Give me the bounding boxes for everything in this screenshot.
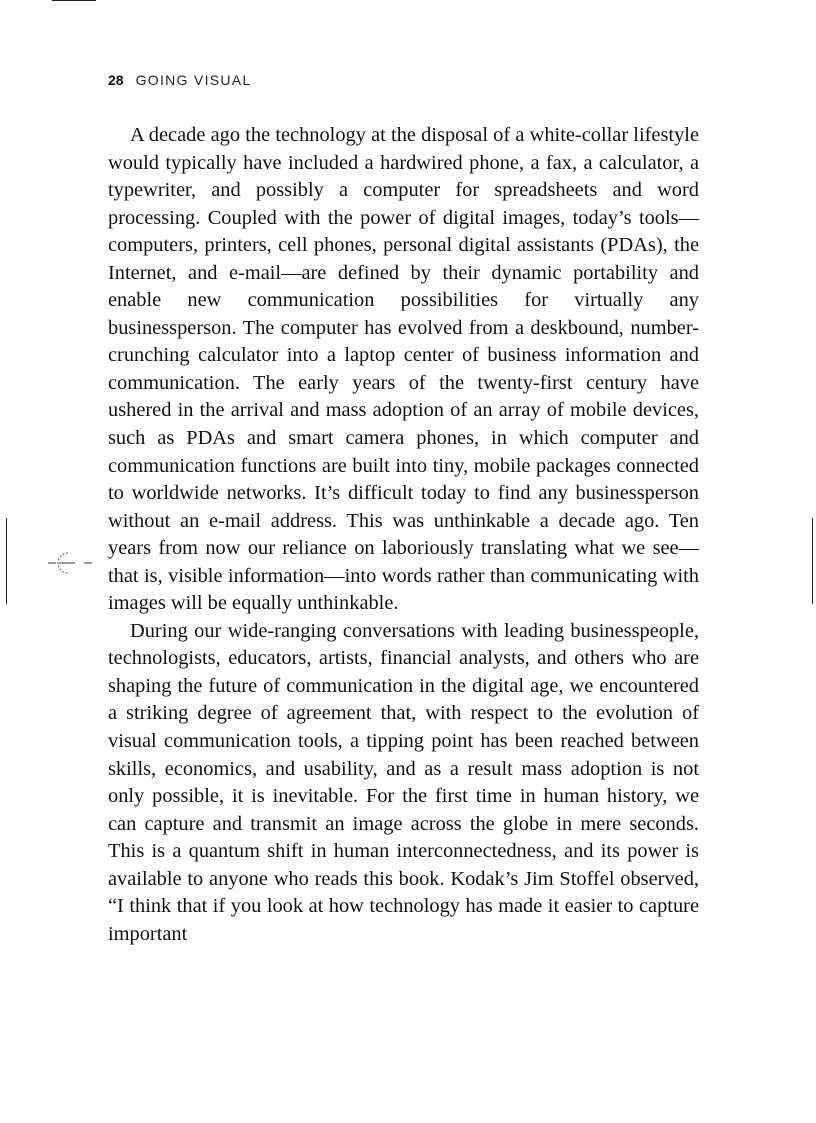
paragraph: During our wide-ranging conversations with leading businesspeople, technologists, educators, artists, financial analysts, and others who are shaping the future of communication in the digital age, we encountered a striking degree of agreement that, with respect to the evolution of visual communication tools, a tipping point has been reached between skills, economics, and usability, and as a result mass adoption is not only possible, it is inevitable. For the first time in human history, we can capture and transmit an image across the globe in mere seconds. This is a quantum shift in human interconnectedness, and its power is available to anyone who reads this book. Kodak’s Jim Stoffel observed, “I think that if you look at how technology has made it easier to capture important bbox=[108, 619, 699, 945]
page-number: 28 bbox=[108, 72, 124, 88]
running-head bbox=[108, 70, 252, 90]
paragraph: A decade ago the technology at the disposal of a white-collar lifestyle would typically have included a hardwired phone, a fax, a calculator, a typewriter, and possibly a computer for spreadsheets and word processing. Coupled with the power of digital images, today’s tools—computers, printers, cell phones, personal digital assistants (PDAs), the Internet, and e-mail—are defined by their dynamic portability and enable new communication possibilities for virtually any businessperson. The computer has evolved from a deskbound, number-crunching calculator into a laptop center of business information and communication. The early years of the twenty-first century have ushered in the arrival and mass adoption of an array of mobile devices, such as PDAs and smart camera phones, in which computer and communication functions are built into tiny, mobile packages connected to worldwide networks. It’s difficult today to find any businessperson without an e-mail address. This was unthinkable a decade ago. Ten years from now our reliance on laboriously translating what we see—that is, visible information—into words rather than communicating with images will be equally unthinkable. bbox=[108, 124, 699, 615]
crop-mark-left bbox=[6, 518, 7, 604]
running-title: GOING VISUAL bbox=[135, 72, 252, 88]
crop-mark-top bbox=[52, 0, 96, 1]
body-text bbox=[108, 122, 699, 948]
registration-mark-icon bbox=[46, 548, 98, 578]
crop-mark-right bbox=[812, 518, 813, 604]
